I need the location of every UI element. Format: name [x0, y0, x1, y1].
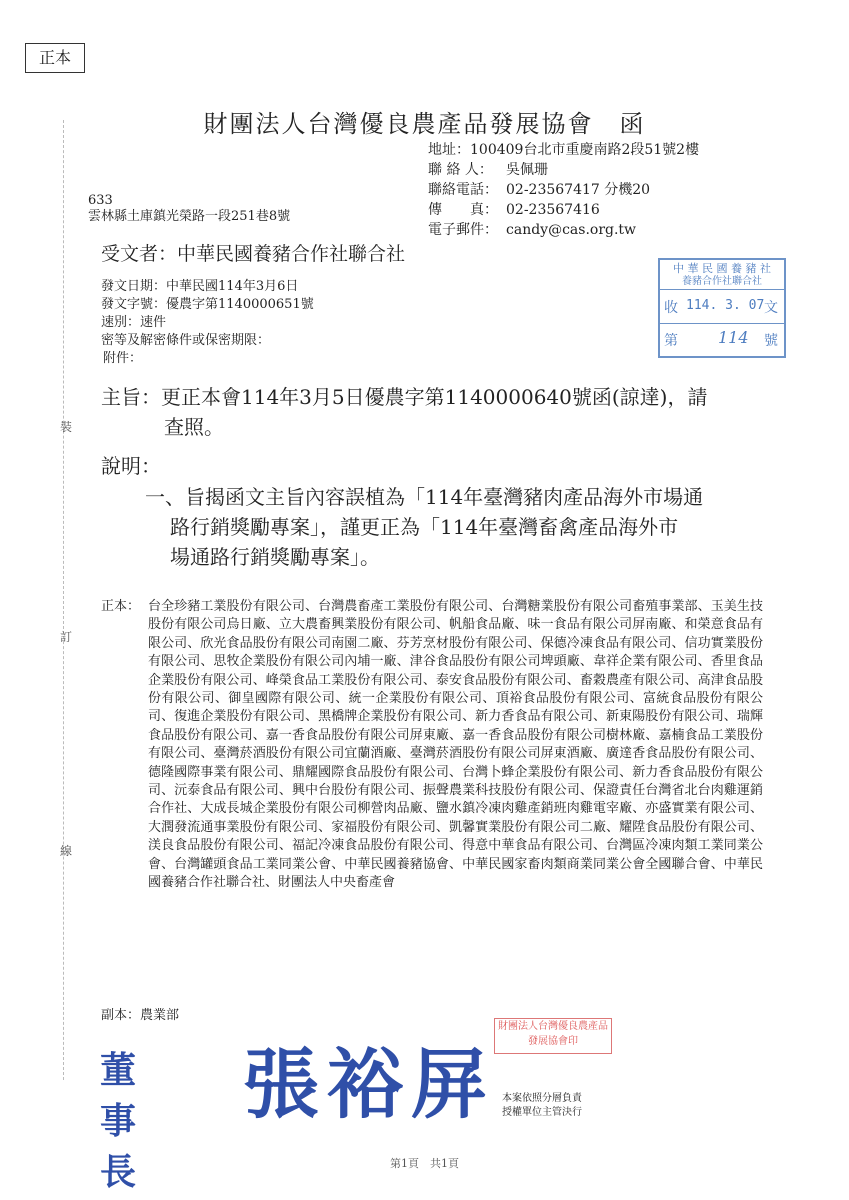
- cc-label: 正本：: [101, 599, 141, 614]
- recipient: 受文者：中華民國養豬合作社聯合社: [101, 243, 406, 265]
- address-value: 100409台北市重慶南路2段51號2樓: [470, 142, 700, 158]
- email-value: candy@cas.org.tw: [506, 222, 637, 238]
- issue-date: 發文日期：中華民國114年3月6日: [101, 279, 299, 294]
- signature-name: 張裕屏: [243, 1040, 495, 1129]
- binding-mark-xian: 線: [60, 844, 73, 858]
- contact-block: [428, 140, 699, 240]
- attachment: 附件：: [103, 351, 143, 366]
- secret-level: 密等及解密條件或保密期限：: [101, 333, 271, 348]
- speed: 速別：速件: [101, 315, 167, 330]
- receipt-stamp-di: 第: [664, 333, 678, 349]
- page-footer: 第1頁 共1頁: [390, 1157, 459, 1170]
- receipt-stamp-wen: 文: [764, 300, 778, 316]
- fax-label: 傳 真：: [428, 202, 498, 218]
- phone-value: 02-23567417 分機20: [506, 182, 651, 198]
- cc-list: 台全珍豬工業股份有限公司、台灣農畜產工業股份有限公司、台灣糖業股份有限公司畜殖事業部、玉美生技股份有限公司烏日廠、立大農畜興業股份有限公司、帆船食品廠、味一食品有限公司屏南廠、和榮意食品有限公司、欣光食品股份有限公司南園二廠、芬芳烹材股份有限公司、保德冷凍食品有限公司、信功實業股份有限公司、思牧企業股份有限公司內埔一廠、津谷食品股份有限公司埤頭廠、韋祥企業有限公司、香里食品企業股份有限公司、峰榮食品工業股份有限公司、泰安食品股份有限公司、畜穀農產有限公司、高津食品股份有限公司、御皇國際有限公司、統一企業股份有限公司、頂裕食品股份有限公司、富統食品股份有限公司、復進企業股份有限公司、黑橋牌企業股份有限公司、新力香食品有限公司、新東陽股份有限公司、瑞輝食品股份有限公司、嘉一香食品股份有限公司屏東廠、嘉一香食品股份有限公司樹林廠、嘉楠食品工業股份有限公司、臺灣菸酒股份有限公司宜蘭酒廠、臺灣菸酒股份有限公司屏東酒廠、廣達香食品股份有限公司、德隆國際事業有限公司、鼎耀國際食品股份有限公司、台灣卜蜂企業股份有限公司、新力香食品股份有限公司、沅泰食品有限公司、興中台股份有限公司、振聲農業科技股份有限公司、保證責任台灣省北台肉雞運銷合作社、大成長城企業股份有限公司柳營肉品廠、鹽水鎮冷凍肉雞產銷班肉雞電宰廠、亦盛實業有限公司、大潤發流通事業股份有限公司、家福股份有限公司、凱馨實業股份有限公司二廠、耀陞食品股份有限公司、渼良食品股份有限公司、福記冷凍食品股份有限公司、得意中華食品有限公司、台灣區冷凍肉類工業同業公會、台灣罐頭食品工業同業公會、中華民國養豬協會、中華民國家畜肉類商業同業公會全國聯合會、中華民國養豬合作社聯合社、財團法人中央畜產會: [148, 599, 763, 891]
- receipt-stamp-hao: 號: [764, 333, 778, 349]
- fax-value: 02-23567416: [506, 202, 600, 218]
- description-item-1: [145, 482, 765, 572]
- signature-title: 董事長: [100, 1049, 139, 1193]
- binding-mark-zhuang: 裝: [60, 420, 73, 434]
- original-copy-stamp: 正本: [25, 43, 85, 73]
- receipt-stamp-date-row: [660, 290, 784, 324]
- item1-line1: 一、旨揭函文主旨內容誤植為「114年臺灣豬肉產品海外市場通: [145, 485, 704, 509]
- binding-line: [63, 120, 64, 1080]
- item1-line2: 路行銷獎勵專案」，謹更正為「114年臺灣畜禽產品海外市: [170, 515, 679, 539]
- email-label: 電子郵件：: [428, 222, 498, 238]
- receipt-stamp-org-line2: 養豬合作社聯合社: [682, 276, 762, 287]
- copy-recipients: 副本：農業部: [101, 1008, 180, 1023]
- binding-mark-ding: 訂: [60, 630, 73, 644]
- document-meta: [101, 278, 314, 368]
- zip-code: 633: [88, 193, 113, 208]
- phone-label: 聯絡電話：: [428, 182, 498, 198]
- receipt-stamp-number: 114: [718, 328, 749, 347]
- description-label: 說明：: [101, 454, 161, 478]
- delegation-note-line1: 本案依照分層負責: [502, 1093, 582, 1104]
- receipt-stamp-org: [660, 260, 784, 290]
- delegation-note-line2: 授權單位主管決行: [502, 1107, 582, 1118]
- subject-line1: 主旨：更正本會114年3月5日優農字第1140000640號函(諒達)，請: [101, 385, 708, 409]
- item1-line3: 場通路行銷獎勵專案」。: [170, 545, 380, 569]
- document-number: 發文字號：優農字第1140000651號: [101, 297, 314, 312]
- organization-seal: 財團法人台灣優良農產品發展協會印: [494, 1018, 612, 1054]
- subject-line2: 查照。: [164, 415, 224, 439]
- delegation-note: [502, 1092, 582, 1120]
- mail-address: [88, 192, 290, 226]
- page-title: 財團法人台灣優良農產品發展協會 函: [203, 110, 646, 138]
- receipt-stamp: [658, 258, 786, 358]
- receipt-stamp-received: 收: [664, 300, 678, 316]
- person-label: 聯 絡 人：: [428, 162, 493, 178]
- receipt-stamp-date: 114. 3. 07: [686, 298, 765, 313]
- receipt-stamp-org-line1: 中 華 民 國 養 豬 社: [673, 262, 771, 275]
- mail-address-line: 雲林縣土庫鎮光榮路一段251巷8號: [88, 209, 291, 224]
- person-value: 吳佩珊: [506, 162, 548, 178]
- receipt-stamp-number-row: [660, 323, 784, 356]
- address-label: 地址：: [428, 142, 470, 158]
- subject: [101, 382, 707, 442]
